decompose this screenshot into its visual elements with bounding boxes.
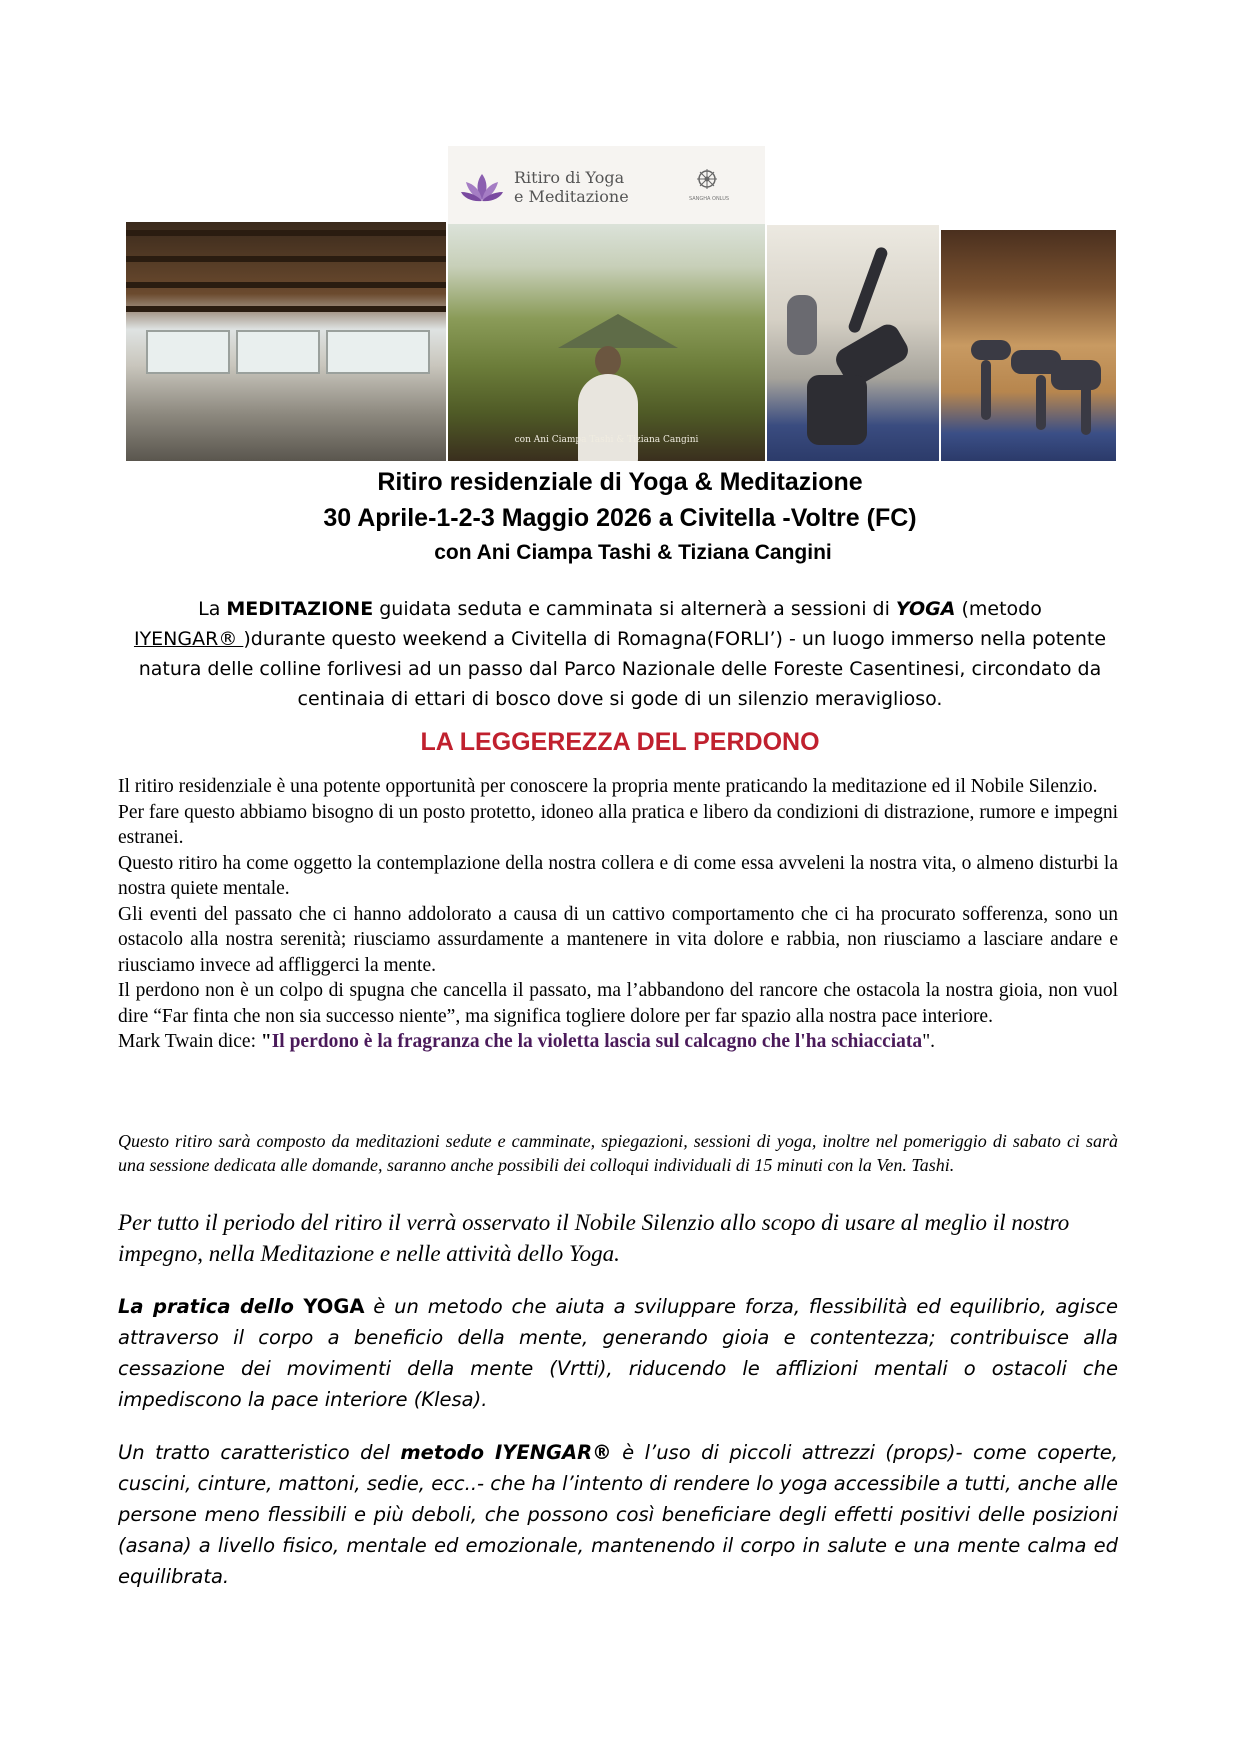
yoga-practice-paragraph xyxy=(118,1291,1118,1415)
yoga-class-photo-1 xyxy=(767,225,939,461)
meditation-poster-photo xyxy=(448,146,765,461)
dharma-wheel-icon xyxy=(696,168,718,190)
intro-meditazione: MEDITAZIONE xyxy=(226,598,374,620)
intro-text2: (metodo xyxy=(955,598,1042,620)
iyengar-text: è l’uso di piccoli attrezzi (props)- come coperte, cuscini, cinture, mattoni, sedie, ecc..- che ha l’intento di rendere lo yoga accessibile a tutti, anche alle persone meno flessibili e più deboli, che possono così beneficiare degli effetti positivi delle posizioni (asana) a livello fisico, mentale ed emozionale, mantenendo il corpo in salute e una mente calma ed equilibrata. xyxy=(118,1441,1118,1588)
program-paragraph: Questo ritiro sarà composto da meditazioni sedute e camminate, spiegazioni, sessioni di yoga, inoltre nel pomeriggio di sabato ci sarà una sessione dedicata alle domande, saranno anche possibili dei colloqui individuali di 15 minuti con la Ven. Tashi. xyxy=(118,1131,1118,1175)
event-dates: 30 Aprile-1-2-3 Maggio 2026 a Civitella -Voltre (FC) xyxy=(323,504,917,532)
event-teachers: con Ani Ciampa Tashi & Tiziana Cangini xyxy=(434,541,832,564)
poster-caption: con Ani Ciampa Tashi & Tiziana Cangini xyxy=(514,435,699,445)
silence-paragraph: Per tutto il periodo del ritiro il verrà osservato il Nobile Silenzio allo scopo di usare al meglio il nostro impegno, nella Meditazione e nelle attività dello Yoga. xyxy=(118,1210,1070,1266)
retreat-room-photo xyxy=(126,222,446,461)
quote-close: ". xyxy=(922,1031,936,1052)
intro-iyengar-link[interactable]: IYENGAR® xyxy=(133,628,244,650)
yoga-class-photo-2 xyxy=(941,230,1116,461)
iyengar-method: metodo IYENGAR® xyxy=(400,1441,612,1464)
logo-title-line1: Ritiro di Yoga xyxy=(514,168,625,187)
yoga-practice-lead: La pratica dello xyxy=(118,1295,304,1318)
intro-paragraph xyxy=(120,594,1120,714)
intro-text3: )durante questo weekend a Civitella di Romagna(FORLI’) - un luogo immerso nella potente natura delle colline forlivesi ad un passo dal Parco Nazionale delle Foreste Casentinesi, circondato da centinaia di ettari di bosco dove si gode di un silenzio meraviglioso. xyxy=(138,628,1107,710)
body-paragraph-4: Gli eventi del passato che ci hanno addolorato a causa di un cattivo comportamento che ci ha procurato sofferenza, sono un ostacolo alla nostra serenità; riusciamo assurdamente a mantenere in vita dolore e rabbia, non riusciamo a lasciare andare e riusciamo invece ad affliggerci la mente. xyxy=(118,903,1118,976)
intro-yoga: YOGA xyxy=(895,598,956,620)
intro-text1: guidata seduta e camminata si alternerà a sessioni di xyxy=(373,598,896,620)
lotus-logo-icon xyxy=(460,170,504,206)
intro-la: La xyxy=(198,598,227,620)
body-paragraph-2: Per fare questo abbiamo bisogno di un posto protetto, idoneo alla pratica e libero da condizioni di distrazione, rumore e impegni estranei. xyxy=(118,801,1118,848)
body-paragraph-3: Questo ritiro ha come oggetto la contemplazione della nostra collera e di come essa avveleni la nostra vita, o almeno disturbi la nostra quiete mentale. xyxy=(118,852,1118,899)
hills-scene xyxy=(448,224,765,461)
quote-paragraph xyxy=(118,1029,1118,1055)
quote-open: " xyxy=(260,1031,272,1052)
event-title: Ritiro residenziale di Yoga & Meditazione xyxy=(377,468,863,496)
yoga-practice-text: è un metodo che aiuta a sviluppare forza, flessibilità ed equilibrio, agisce attraverso il corpo a beneficio della mente, generando gioia e contentezza; contribuisce alla cessazione dei movimenti della mente (Vrtti), riducendo le afflizioni mentali o ostacoli che impediscono la pace interiore (Klesa). xyxy=(118,1295,1118,1411)
iyengar-paragraph xyxy=(118,1437,1118,1592)
logo-title-line2: e Meditazione xyxy=(514,187,629,206)
quote-intro: Mark Twain dice: xyxy=(118,1031,261,1052)
sangha-logo-text: SANGHA ONLUS xyxy=(688,196,730,202)
iyengar-lead: Un tratto caratteristico del xyxy=(118,1441,401,1464)
mark-twain-quote: Il perdono è la fragranza che la violetta lascia sul calcagno che l'ha schiacciata xyxy=(271,1031,923,1052)
logo-title xyxy=(514,168,629,206)
body-paragraph-1: Il ritiro residenziale è una potente opportunità per conoscere la propria mente praticando la meditazione ed il Nobile Silenzio. xyxy=(118,776,1098,797)
body-paragraph-5: Il perdono non è un colpo di spugna che cancella il passato, ma l’abbandono del rancore che ostacola la nostra gioia, non vuol dire “Far finta che non sia successo niente”, ma significa togliere dolore per far spazio alla nostra pace interiore. xyxy=(118,980,1118,1027)
body-text xyxy=(118,774,1118,1055)
section-title: LA LEGGEREZZA DEL PERDONO xyxy=(420,728,820,756)
yoga-practice-yoga: YOGA xyxy=(303,1295,365,1318)
